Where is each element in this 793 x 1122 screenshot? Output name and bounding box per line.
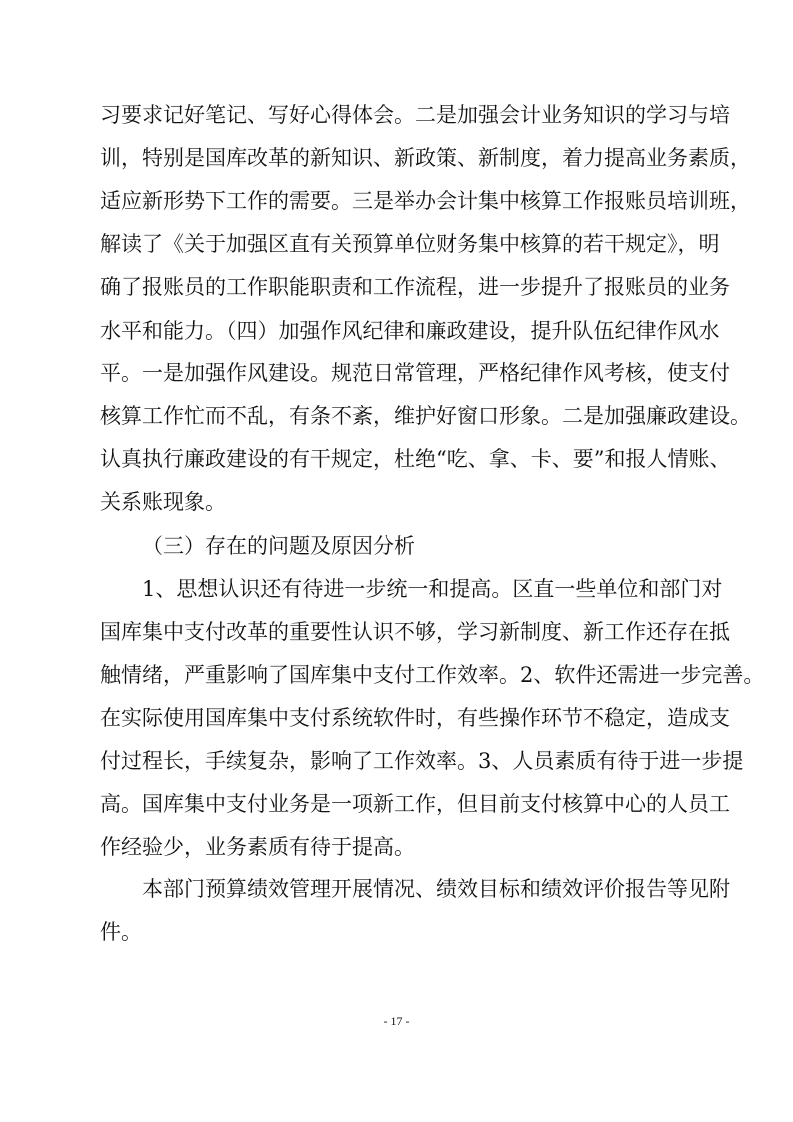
body-line: 国库集中支付改革的重要性认识不够，学习新制度、新工作还存在抵 (100, 620, 730, 644)
body-line: 水平和能力。（四）加强作风纪律和廉政建设，提升队伍纪律作风水 (100, 319, 720, 343)
body-line: 训，特别是国库改革的新知识、新政策、新制度，着力提高业务素质， (100, 146, 751, 170)
body-line: 本部门预算绩效管理开展情况、绩效目标和绩效评价报告等见附 (142, 877, 730, 901)
body-line: 高。国库集中支付业务是一项新工作，但目前支付核算中心的人员工 (100, 792, 730, 816)
body-line: 件。 (100, 920, 142, 944)
body-line: 1、思想认识还有待进一步统一和提高。区直一些单位和部门对 (142, 577, 723, 601)
body-line: 在实际使用国库集中支付系统软件时，有些操作环节不稳定，造成支 (100, 706, 730, 730)
body-line: 关系账现象。 (100, 490, 226, 514)
body-line: 作经验少，业务素质有待于提高。 (100, 835, 415, 859)
body-line: 确了报账员的工作职能职责和工作流程，进一步提升了报账员的业务 (100, 275, 730, 299)
body-line: 触情绪，严重影响了国库集中支付工作效率。2、软件还需进一步完善。 (100, 663, 765, 687)
body-line: 习要求记好笔记、写好心得体会。二是加强会计业务知识的学习与培 (100, 103, 730, 127)
body-line: 核算工作忙而不乱，有条不紊，维护好窗口形象。二是加强廉政建设。 (100, 404, 751, 428)
body-line: 适应新形势下工作的需要。三是举办会计集中核算工作报账员培训班， (100, 189, 751, 213)
page-number: - 17 - (383, 1014, 410, 1028)
section-heading: （三）存在的问题及原因分析 (142, 534, 415, 558)
body-line: 解读了《关于加强区直有关预算单位财务集中核算的若干规定》，明 (100, 232, 720, 256)
body-line: 平。一是加强作风建设。规范日常管理，严格纪律作风考核，使支付 (100, 361, 730, 385)
body-line: 付过程长，手续复杂，影响了工作效率。3、人员素质有待于进一步提 (100, 749, 744, 773)
body-line: 认真执行廉政建设的有干规定，杜绝“吃、拿、卡、要”和报人情账、 (100, 447, 731, 471)
